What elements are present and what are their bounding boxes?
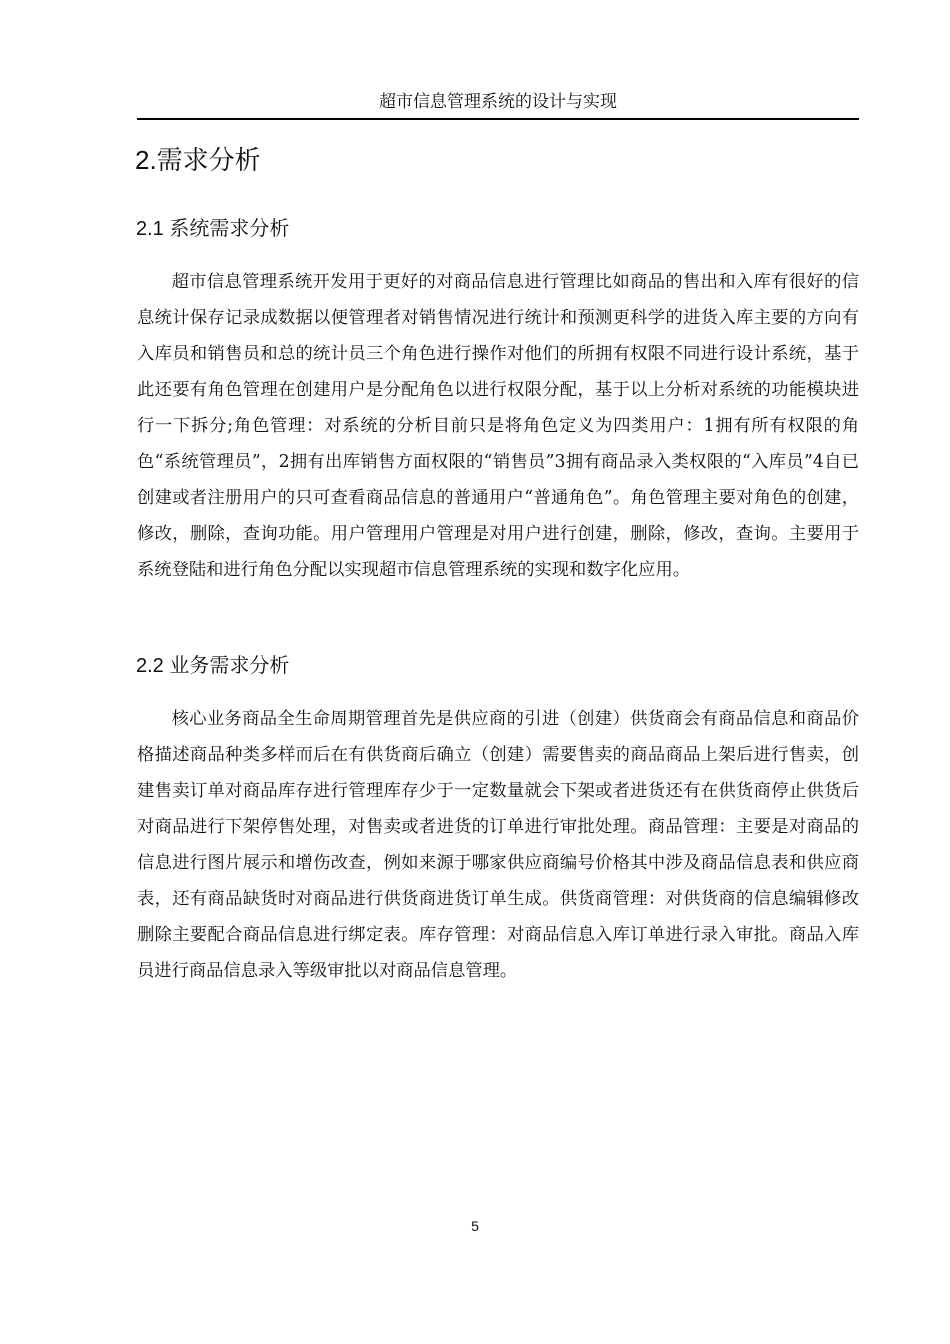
section-title-2-2: 2.2 业务需求分析 bbox=[136, 655, 290, 677]
section-body-2-2: 核心业务商品全生命周期管理首先是供应商的引进（创建）供货商会有商品信息和商品价格描述商品种类多样而后在有供货商后确立（创建）需要售卖的商品商品上架后进行售卖，创建售卖订单对商品库存进行管理库存少于一定数量就会下架或者进货还有在供货商停止供货后对商品进行下架停售处理，对售卖或者进货的订单进行审批处理。商品管理：主要是对商品的信息进行图片展示和增伤改查，例如来源于哪家供应商编号价格其中涉及商品信息表和供应商表，还有商品缺货时对商品进行供货商进货订单生成。供货商管理：对供货商的信息编辑修改删除主要配合商品信息进行绑定表。库存管理：对商品信息入库订单进行录入审批。商品入库员进行商品信息录入等级审批以对商品信息管理。 bbox=[137, 709, 859, 981]
section-title-2-1: 2.1 系统需求分析 bbox=[136, 218, 290, 240]
header-rule bbox=[137, 118, 859, 120]
chapter-title: 2.需求分析 bbox=[135, 145, 261, 175]
running-header: 超市信息管理系统的设计与实现 bbox=[379, 92, 617, 112]
page-number: 5 bbox=[471, 1218, 479, 1234]
section-body-2-1: 超市信息管理系统开发用于更好的对商品信息进行管理比如商品的售出和入库有很好的信息统计保存记录成数据以便管理者对销售情况进行统计和预测更科学的进货入库主要的方向有入库员和销售员和总的统计员三个角色进行操作对他们的所拥有权限不同进行设计系统，基于此还要有角色管理在创建用户是分配角色以进行权限分配，基于以上分析对系统的功能模块进行一下拆分;角色管理：对系统的分析目前只是将角色定义为四类用户：1拥有所有权限的角色“系统管理员”，2拥有出库销售方面权限的“销售员”3拥有商品录入类权限的“入库员”4自已创建或者注册用户的只可查看商品信息的普通用户“普通角色”。角色管理主要对角色的创建，修改，删除，查询功能。用户管理用户管理是对用户进行创建，删除，修改，查询。主要用于系统登陆和进行角色分配以实现超市信息管理系统的实现和数字化应用。 bbox=[137, 272, 859, 580]
